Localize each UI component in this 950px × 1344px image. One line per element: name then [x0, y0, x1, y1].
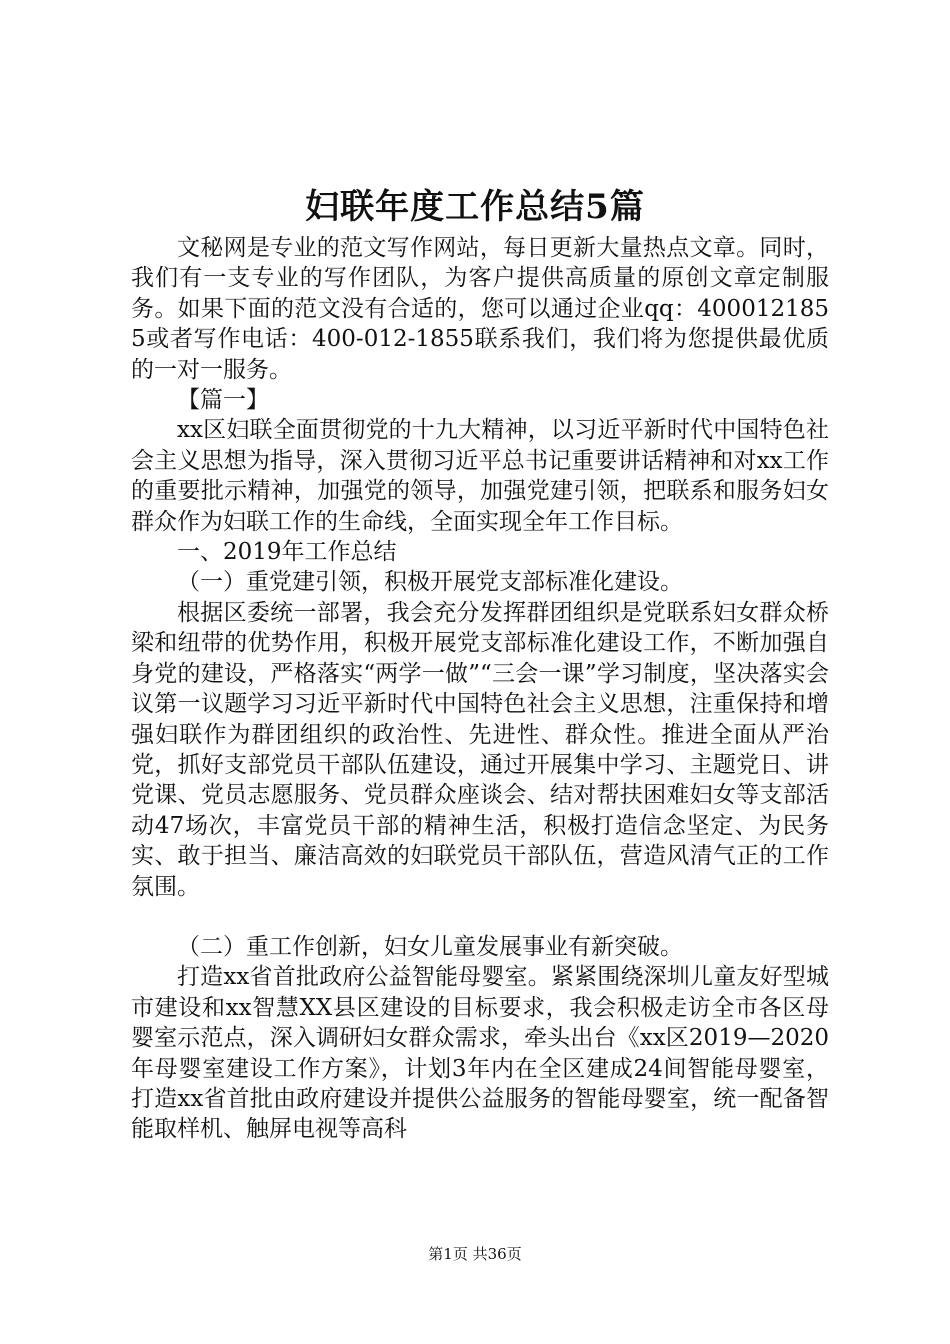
document-body — [131, 233, 829, 1145]
paragraph-3: 打造xx省首批政府公益智能母婴室。紧紧围绕深圳儿童友好型城市建设和xx智慧XX县区建设的目标要求，我会积极走访全市各区母婴室示范点，深入调研妇女群众需求，牵头出台《xx区2019—2020年母婴室建设工作方案》，计划3年内在全区建成24间智能母婴室，打造xx省首批由政府建设并提供公益服务的智能母婴室，统一配备智能取样机、触屏电视等高科 — [131, 964, 829, 1143]
page-footer: 第1页 共36页 — [428, 1245, 522, 1263]
section-label: 【篇一】 — [177, 387, 269, 414]
subheading-2: （二）重工作创新，妇女儿童发展事业有新突破。 — [177, 933, 683, 960]
subheading-1: （一）重党建引领，积极开展党支部标准化建设。 — [177, 569, 683, 596]
heading-1: 一、2019年工作总结 — [177, 539, 397, 566]
paragraph-2: 根据区委统一部署，我会充分发挥群团组织是党联系妇女群众桥梁和纽带的优势作用，积极开展党支部标准化建设工作，不断加强自身党的建设，严格落实“两学一做”“三会一课”学习制度，坚决落实会议第一议题学习习近平新时代中国特色社会主义思想，注重保持和增强妇联作为群团组织的政治性、先进性、群众性。推进全面从严治党，抓好支部党员干部队伍建设，通过开展集中学习、主题党日、讲党课、党员志愿服务、党员群众座谈会、结对帮扶困难妇女等支部活动47场次，丰富党员干部的精神生活，积极打造信念坚定、为民务实、敢于担当、廉洁高效的妇联党员干部队伍，营造风清气正的工作氛围。 — [131, 599, 829, 900]
document-title: 妇联年度工作总结5篇 — [305, 187, 645, 227]
intro-paragraph: 文秘网是专业的范文写作网站，每日更新大量热点文章。同时，我们有一支专业的写作团队，为客户提供高质量的原创文章定制服务。如果下面的范文没有合适的，您可以通过企业qq：4000121855或者写作电话：400-012-1855联系我们，我们将为您提供最优质的一对一服务。 — [131, 235, 829, 383]
paragraph-1: xx区妇联全面贯彻党的十九大精神，以习近平新时代中国特色社会主义思想为指导，深入贯彻习近平总书记重要讲话精神和对xx工作的重要批示精神，加强党的领导，加强党建引领，把联系和服务妇女群众作为妇联工作的生命线，全面实现全年工作目标。 — [131, 417, 829, 535]
